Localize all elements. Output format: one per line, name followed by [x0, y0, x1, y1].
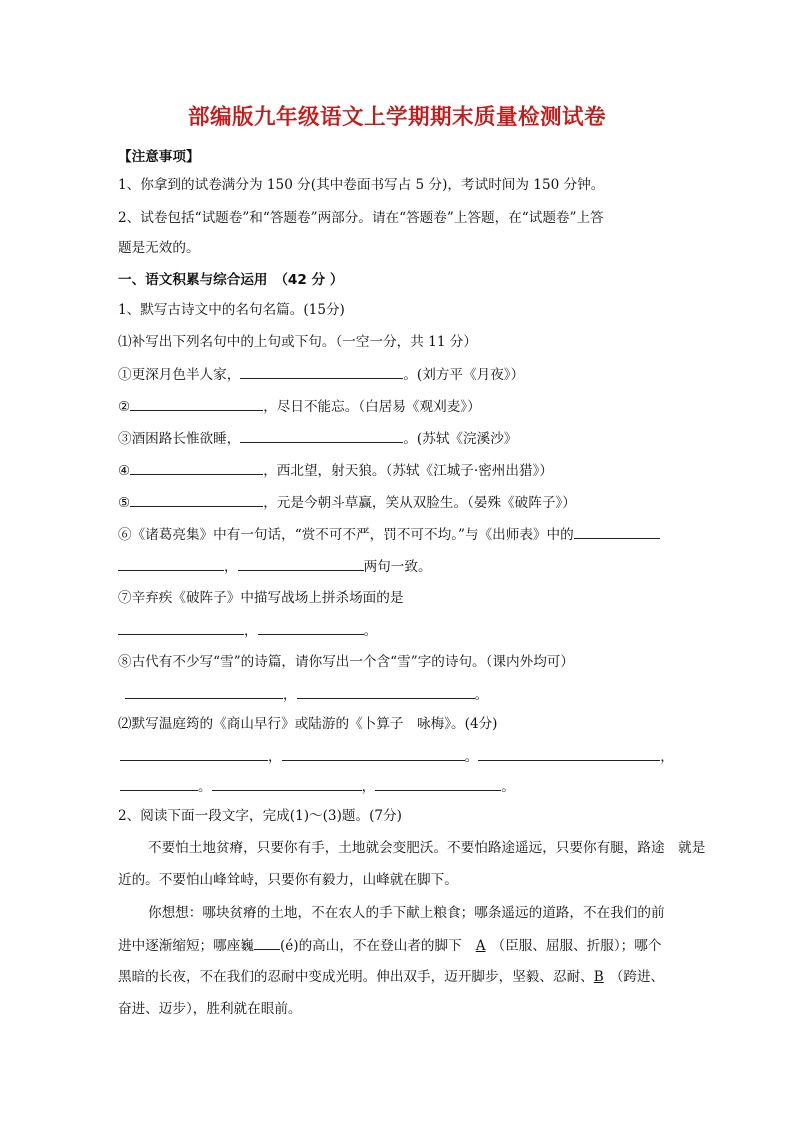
- passage-p2-options-a: （臣服、屈服、折服）；哪个: [491, 938, 662, 954]
- fill-line-2-number: ②: [118, 399, 131, 415]
- poem-comma: ，: [361, 779, 376, 795]
- passage-p1-line1: 不要怕土地贫瘠，只要你有手，土地就会变肥沃。不要怕路途遥远，只要你有腿，路途 就是: [148, 840, 706, 856]
- fill-line-1-source: 。(刘方平《月夜》）: [403, 367, 525, 383]
- page-title: 部编版九年级语文上学期期末质量检测试卷: [187, 105, 606, 130]
- passage-p2-text-2: 黑暗的长夜，不在我们的忍耐中变成光明。伸出双手，迈开脚步，坚毅、忍耐、: [118, 969, 594, 985]
- poem-answer-line-1: [120, 746, 674, 767]
- poem-comma: ，: [660, 749, 674, 765]
- fill-line-7-end: 。: [363, 623, 378, 639]
- passage-p2-options-b: （跨进、: [609, 969, 665, 985]
- answer-blank[interactable]: [574, 524, 660, 539]
- fill-line-6-end: 两句一致。: [363, 559, 432, 575]
- answer-blank[interactable]: [130, 460, 263, 475]
- fill-line-2-source: ，尽日不能忘。（白居易《观刈麦》）: [263, 399, 481, 415]
- fill-line-3-source: 。(苏轼《浣溪沙》: [403, 431, 518, 447]
- fill-line-5-source: ，元是今朝斗草赢，笑从双脸生。（晏殊《破阵子》）: [263, 495, 576, 511]
- fill-line-4-number: ④: [118, 463, 131, 479]
- fill-line-3: [118, 428, 517, 449]
- fill-line-8-end: 。: [474, 687, 489, 703]
- passage-p2-text: 进中逐渐缩短；哪座巍: [118, 938, 254, 954]
- question-2: 2、阅读下面一段文字，完成(1)～(3)题。(7分): [118, 808, 402, 824]
- fill-line-5-number: ⑤: [118, 495, 131, 511]
- passage-p2-line4: 奋进、迈步），胜利就在眼前。: [118, 1001, 302, 1017]
- fill-line-6-prompt: ⑥《诸葛亮集》中有一句话，“赏不可不严，罚不可不均。”与《出师表》中的: [118, 527, 574, 543]
- passage-p2-line1: 你想想：哪块贫瘠的土地，不在农人的手下献上粮食；哪条遥远的道路，不在我们的前: [148, 905, 665, 921]
- fill-line-4-source: ，西北望，射天狼。（苏轼《江城子·密州出猎》）: [263, 463, 553, 479]
- notice-heading: 【注意事项】: [118, 149, 200, 165]
- answer-blank[interactable]: [120, 776, 198, 791]
- fill-line-7-answers: [118, 620, 377, 641]
- answer-blank[interactable]: [478, 746, 660, 761]
- fill-line-5: [118, 492, 576, 513]
- marker-a: A: [475, 938, 486, 954]
- answer-blank[interactable]: [375, 776, 501, 791]
- poem-period: 。: [464, 749, 479, 765]
- answer-blank[interactable]: [254, 935, 280, 950]
- poem-comma: ，: [268, 749, 282, 765]
- answer-blank[interactable]: [282, 746, 465, 761]
- section-1-heading: 一、语文积累与综合运用 （42 分 ）: [118, 272, 344, 288]
- answer-blank[interactable]: [118, 620, 244, 635]
- answer-blank[interactable]: [238, 556, 364, 571]
- answer-blank[interactable]: [130, 492, 263, 507]
- notice-item-2b: 题是无效的。: [118, 240, 200, 256]
- answer-blank[interactable]: [240, 364, 403, 379]
- answer-blank[interactable]: [212, 776, 362, 791]
- question-1-part-2: ⑵默写温庭筠的《商山早行》或陆游的《卜算子 咏梅》。(4分): [118, 716, 498, 732]
- question-1-part-1: ⑴补写出下列名句中的上句或下句。（一空一分，共 11 分）: [118, 334, 477, 350]
- notice-item-2a: 2、试卷包括“试题卷”和“答题卷”两部分。请在“答题卷”上答题，在“试题卷”上答: [118, 210, 604, 226]
- fill-line-6-separator: ，: [224, 559, 238, 575]
- fill-line-2: [118, 396, 481, 417]
- fill-line-6: [118, 524, 660, 545]
- poem-period: 。: [198, 779, 212, 795]
- poem-answer-line-2: [120, 776, 515, 797]
- answer-blank[interactable]: [125, 684, 283, 699]
- passage-p2-line2: [118, 935, 661, 956]
- question-1: 1、默写古诗文中的名句名篇。(15分): [118, 302, 345, 318]
- passage-p1-line2: 近的。不要怕山峰耸峙，只要你有毅力，山峰就在脚下。: [118, 872, 458, 888]
- fill-line-6-cont: [118, 556, 432, 577]
- passage-p2-note: (é)的高山，不在登山者的脚下: [279, 938, 462, 954]
- notice-item-1: 1、你拿到的试卷满分为 150 分(其中卷面书写占 5 分)，考试时间为 150 分钟。: [118, 177, 605, 193]
- answer-blank[interactable]: [258, 620, 364, 635]
- fill-line-8-separator: ，: [283, 687, 297, 703]
- fill-line-8: ⑧古代有不少写“雪”的诗篇，请你写出一个含“雪”字的诗句。（课内外均可）: [118, 654, 574, 670]
- answer-blank[interactable]: [240, 428, 403, 443]
- fill-line-7-separator: ，: [244, 623, 258, 639]
- fill-line-7: ⑦辛弃疾《破阵子》中描写战场上拼杀场面的是: [118, 590, 404, 606]
- answer-blank[interactable]: [297, 684, 475, 699]
- marker-b: B: [593, 969, 604, 985]
- poem-period: 。: [501, 779, 515, 795]
- fill-line-8-answers: [125, 684, 488, 705]
- fill-line-1: [118, 364, 524, 385]
- answer-blank[interactable]: [130, 396, 263, 411]
- fill-line-1-prompt: ①更深月色半人家，: [118, 367, 241, 383]
- passage-p2-line3: [118, 967, 664, 987]
- answer-blank[interactable]: [118, 556, 224, 571]
- answer-blank[interactable]: [120, 746, 268, 761]
- fill-line-4: [118, 460, 553, 481]
- fill-line-3-prompt: ③酒困路长惟欲睡，: [118, 431, 241, 447]
